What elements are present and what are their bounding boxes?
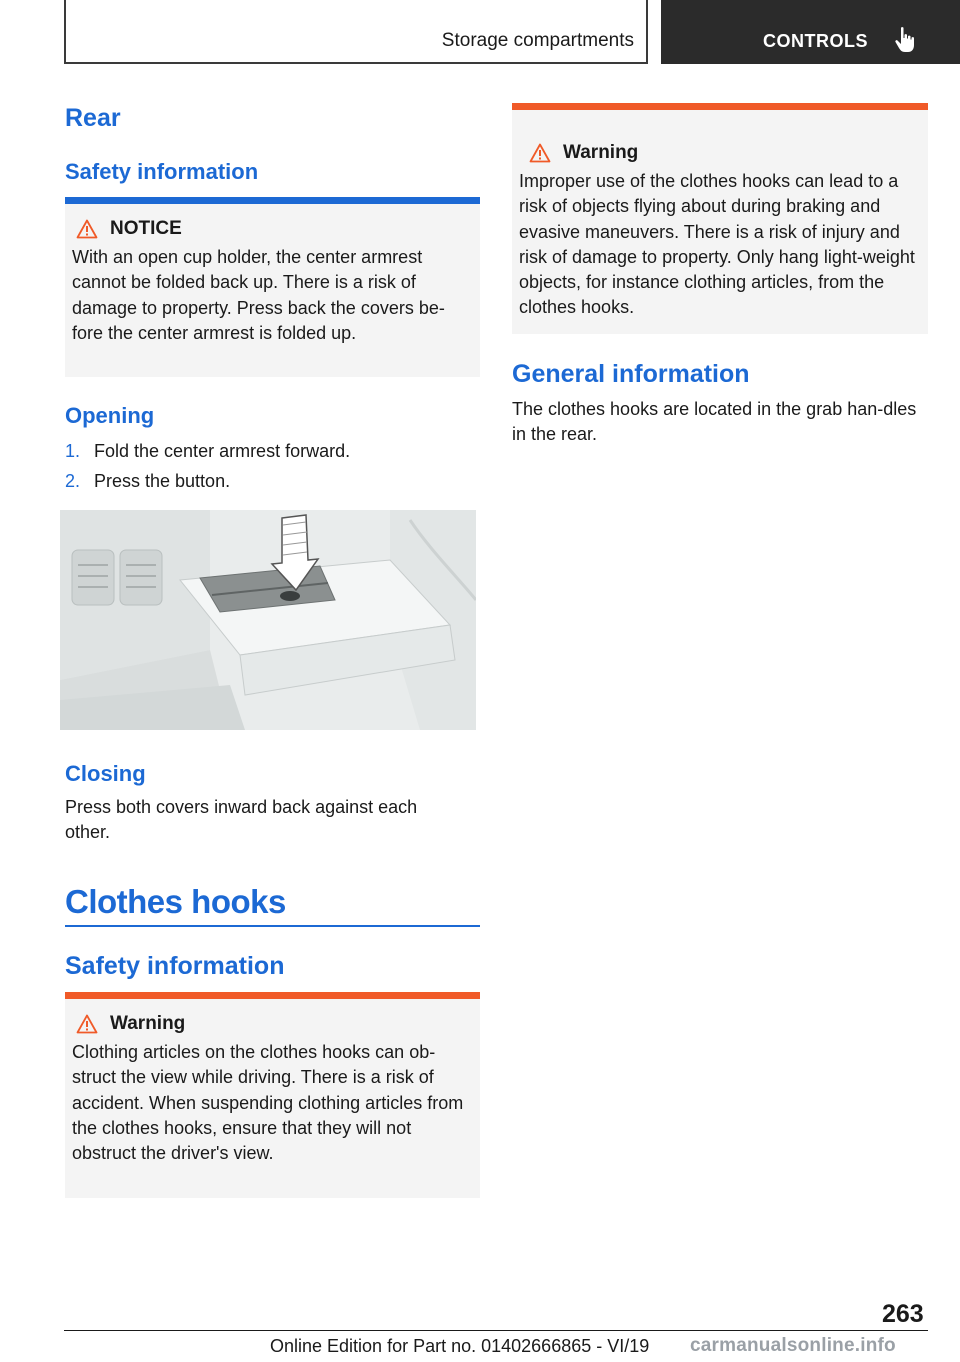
closing-heading: Closing xyxy=(65,761,146,786)
warning-title: Warning xyxy=(563,142,639,163)
safety-information-heading: Safety information xyxy=(65,159,259,184)
closing-text: Press both covers inward back against each other. xyxy=(65,797,418,843)
list-item: 1. Fold the center armrest forward. xyxy=(65,441,351,461)
warning-text: Clothing articles on the clothes hooks can ob-struct the view while driving. There is a risk of accident. When suspending clothing articles from the clothes hooks, ensure that they will not obstruct the driver's view. xyxy=(72,1042,464,1164)
warning-box-right xyxy=(512,103,928,334)
warning-title-row xyxy=(76,1013,473,1035)
header-chapter-tab xyxy=(661,0,960,64)
header-section-tab xyxy=(64,0,648,64)
notice-title-row xyxy=(76,218,473,240)
header-chapter-title: CONTROLS xyxy=(763,31,868,51)
rear-heading: Rear xyxy=(65,104,121,132)
watermark: carmanualsonline.info xyxy=(690,1335,896,1356)
general-information-heading: General information xyxy=(512,360,750,388)
edition-text: Online Edition for Part no. 01402666865 - VI/19 xyxy=(270,1336,650,1356)
armrest-cup-holder-drawing xyxy=(60,510,476,730)
safety-information-heading-2: Safety information xyxy=(65,952,285,980)
warning-title: Warning xyxy=(110,1013,186,1034)
list-item: 2. Press the button. xyxy=(65,471,231,491)
footer-rule xyxy=(64,1330,928,1331)
warning-triangle-icon xyxy=(76,219,98,239)
notice-title: NOTICE xyxy=(110,218,182,239)
warning-title-row xyxy=(529,142,921,164)
warning-triangle-icon xyxy=(76,1014,98,1034)
warning-box-left xyxy=(65,992,480,1198)
warning-triangle-icon xyxy=(529,143,551,163)
header-section-title: Storage compartments xyxy=(441,30,634,51)
armrest-illustration xyxy=(60,510,476,730)
notice-text: With an open cup holder, the center armrest cannot be folded back up. There is a risk of damage to property. Press back the covers be-fore the center armrest is folded up. xyxy=(72,247,445,343)
pointing-hand-icon xyxy=(893,26,919,54)
warning-text: Improper use of the clothes hooks can lead to a risk of objects flying about during braking and evasive maneuvers. There is a risk of injury and risk of damage to property. Only hang light-weight objects, for instance clothing articles, from the clothes hooks. xyxy=(519,171,915,318)
notice-box xyxy=(65,197,480,377)
heading-rule xyxy=(65,925,480,927)
clothes-hooks-heading: Clothes hooks xyxy=(65,883,286,920)
page-number: 263 xyxy=(882,1300,924,1328)
opening-heading: Opening xyxy=(65,403,155,428)
opening-steps-list xyxy=(65,436,480,496)
general-information-text: The clothes hooks are located in the grab han-dles in the rear. xyxy=(512,399,917,445)
